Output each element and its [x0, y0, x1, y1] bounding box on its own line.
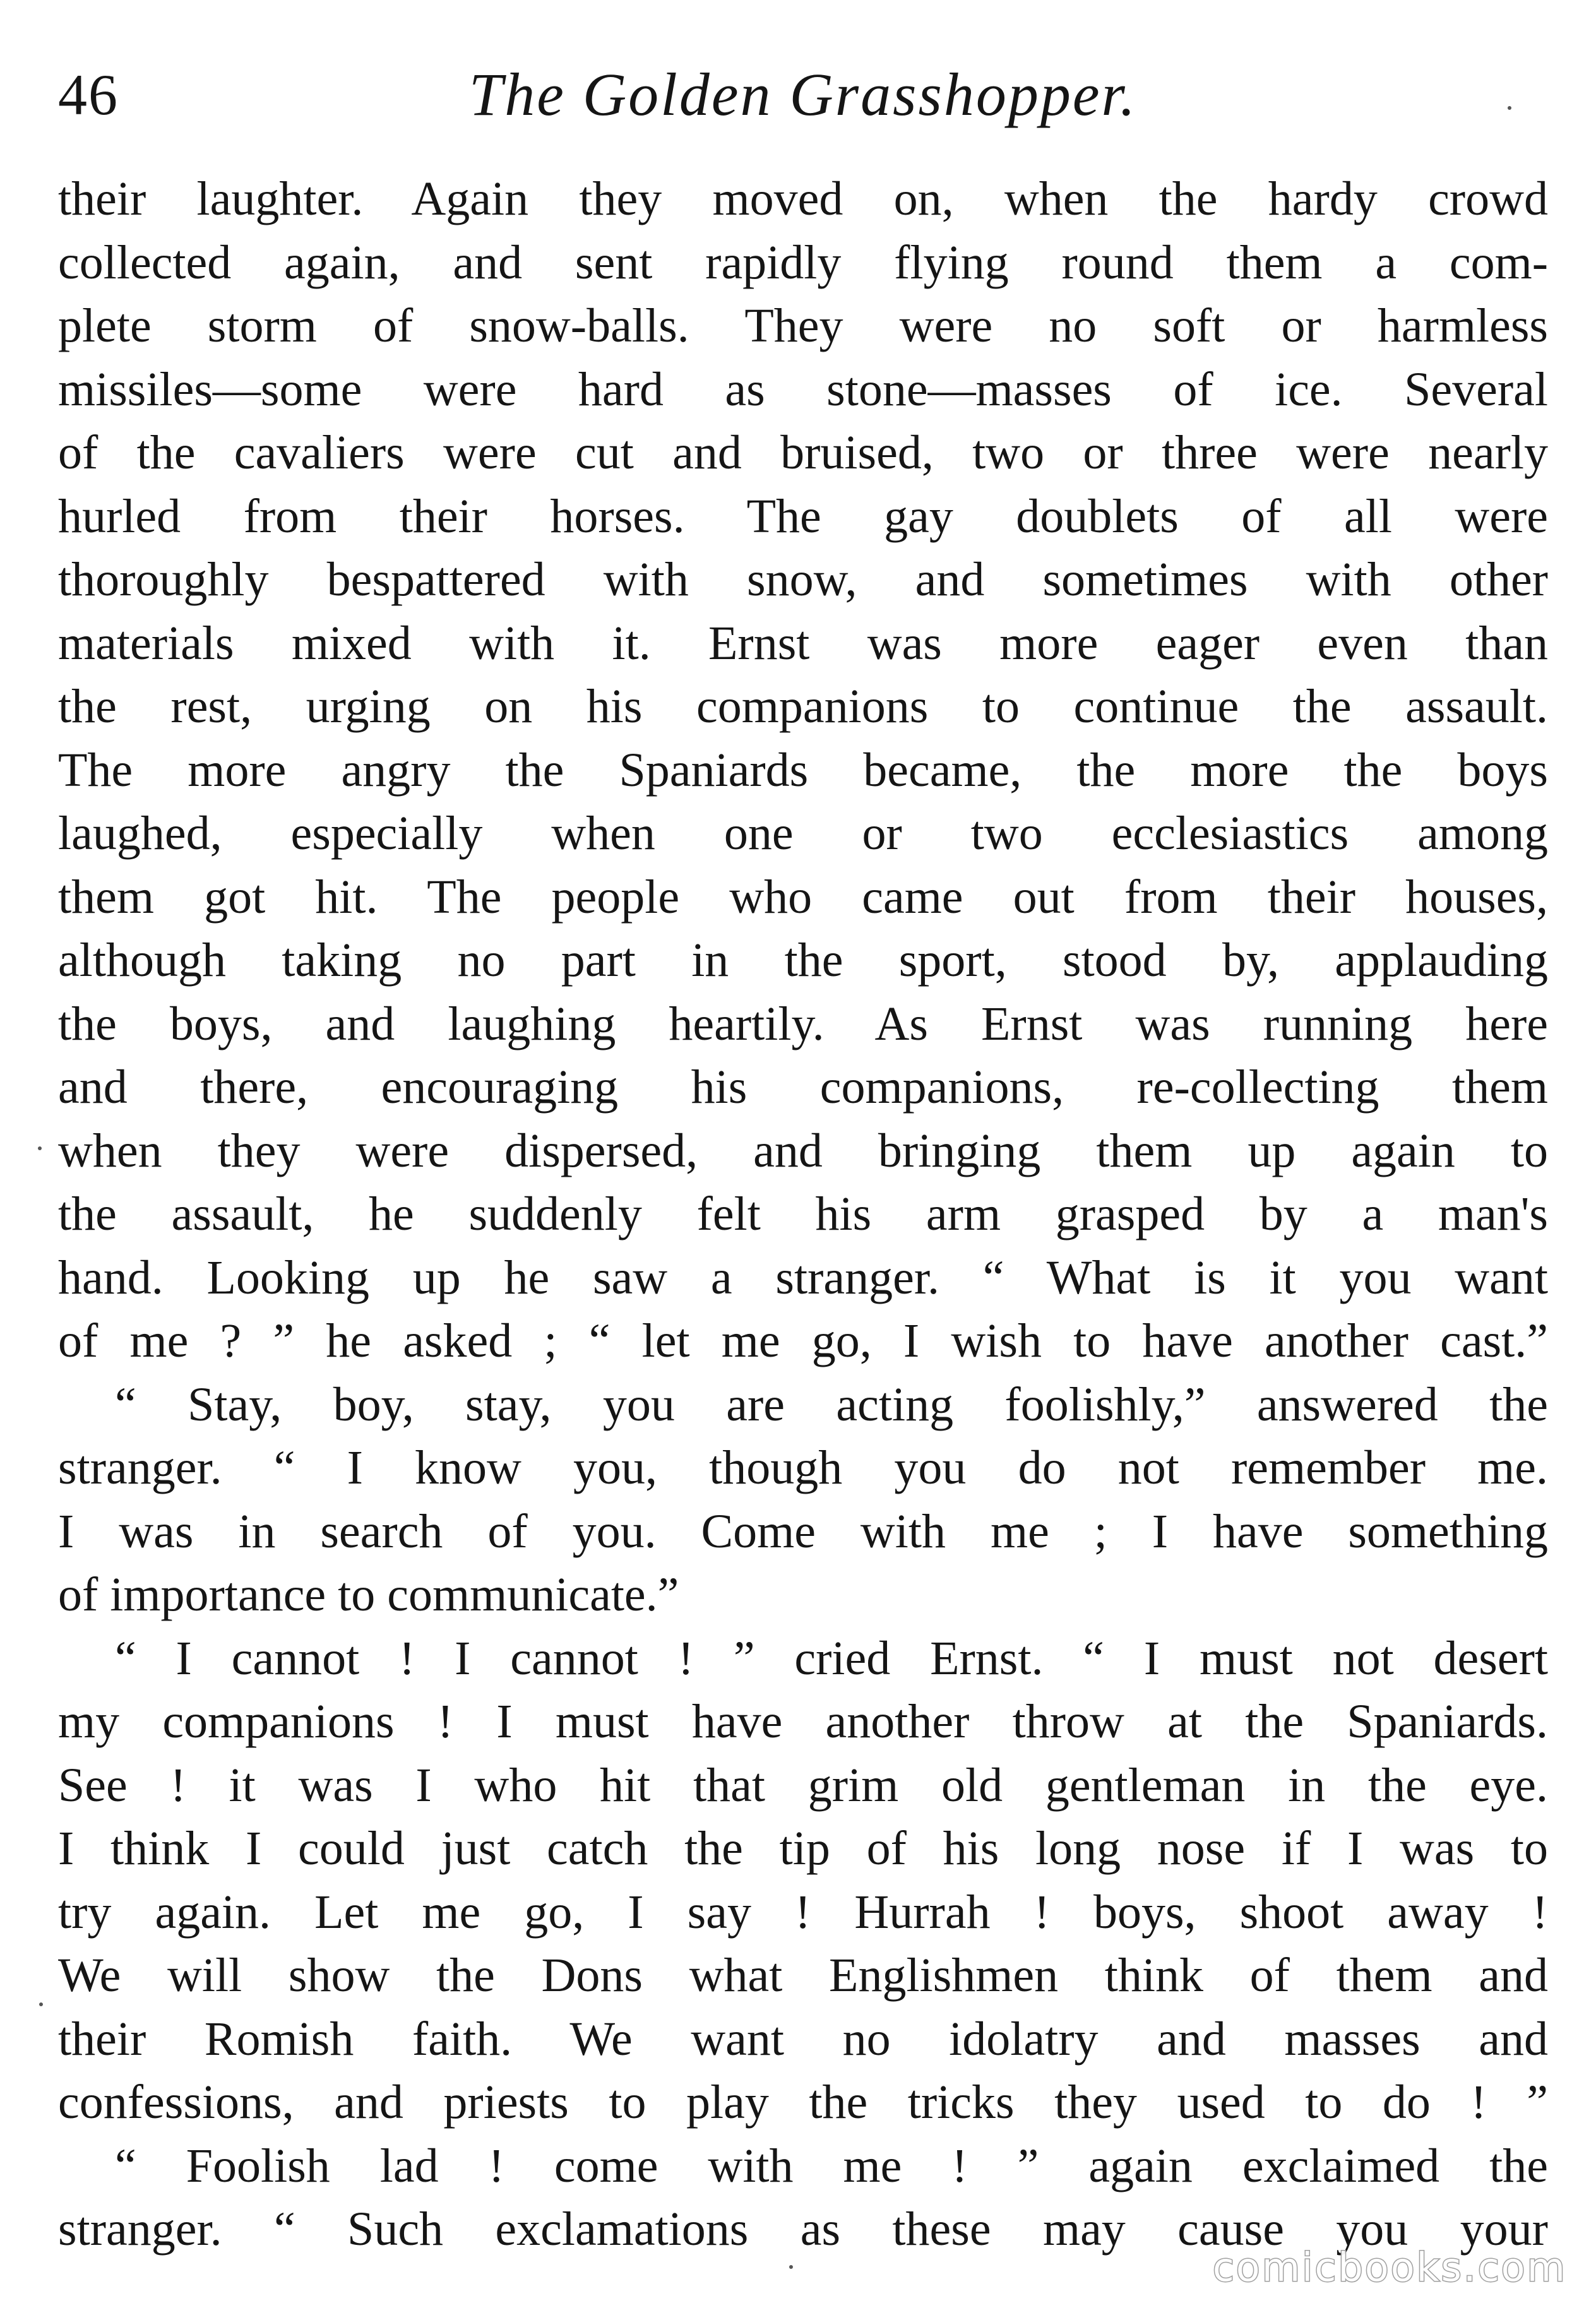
text-line: collected again, and sent rapidly flying round them a com-: [58, 235, 1548, 289]
text-line: laughed, especially when one or two ecclesiastics among: [58, 807, 1548, 860]
text-line: materials mixed with it. Ernst was more eager even than: [58, 616, 1548, 670]
print-speck: [38, 1146, 42, 1150]
text-line: We will show the Dons what Englishmen think of them and: [58, 1949, 1548, 2002]
text-line: their Romish faith. We want no idolatry and masses and: [58, 2012, 1548, 2066]
text-line: thoroughly bespattered with snow, and sometimes with other: [58, 553, 1548, 606]
text-line: “ Foolish lad ! come with me ! ” again exclaimed the: [115, 2139, 1548, 2192]
text-line: See ! it was I who hit that grim old gentleman in the eye.: [58, 1758, 1548, 1812]
watermark-logo: comicbooks.com: [1212, 2244, 1567, 2290]
print-speck: [1508, 106, 1511, 110]
text-line: try again. Let me go, I say ! Hurrah ! boys, shoot away !: [58, 1885, 1548, 1939]
print-speck: [789, 2265, 793, 2269]
text-line: I was in search of you. Come with me ; I have something: [58, 1504, 1548, 1558]
text-line: the boys, and laughing heartily. As Ernst was running here: [58, 997, 1548, 1050]
text-line: of the cavaliers were cut and bruised, two or three were nearly: [58, 426, 1548, 479]
text-line: “ I cannot ! I cannot ! ” cried Ernst. “ I must not desert: [115, 1631, 1548, 1685]
text-line: them got hit. The people who came out from their houses,: [58, 870, 1548, 924]
text-line: my companions ! I must have another throw at the Spaniards.: [58, 1695, 1548, 1748]
text-line: their laughter. Again they moved on, when the hardy crowd: [58, 172, 1548, 225]
text-line: when they were dispersed, and bringing them up again to: [58, 1124, 1548, 1177]
body-text: [58, 167, 1548, 2261]
page-number: 46: [58, 62, 119, 127]
text-line: The more angry the Spaniards became, the more the boys: [58, 743, 1548, 797]
text-line: the assault, he suddenly felt his arm grasped by a man's: [58, 1187, 1548, 1240]
text-line: of me ? ” he asked ; “ let me go, I wish to have another cast.”: [58, 1314, 1548, 1367]
running-title: The Golden Grasshopper.: [468, 61, 1138, 128]
text-line: confessions, and priests to play the tricks they used to do ! ”: [58, 2076, 1548, 2129]
text-line: although taking no part in the sport, stood by, applauding: [58, 934, 1548, 987]
text-line: hurled from their horses. The gay doublets of all were: [58, 489, 1548, 543]
print-speck: [39, 2002, 43, 2006]
text-line: hand. Looking up he saw a stranger. “ What is it you want: [58, 1251, 1548, 1304]
text-line: stranger. “ I know you, though you do not remember me.: [58, 1441, 1548, 1494]
text-line: I think I could just catch the tip of his long nose if I was to: [58, 1822, 1548, 1875]
text-line: missiles—some were hard as stone—masses of ice. Several: [58, 362, 1548, 416]
text-line: and there, encouraging his companions, re-collecting them: [58, 1061, 1548, 1114]
text-line: “ Stay, boy, stay, you are acting foolishly,” answered the: [115, 1377, 1548, 1431]
text-line: plete storm of snow-balls. They were no soft or harmless: [58, 299, 1548, 352]
text-line: the rest, urging on his companions to continue the assault.: [58, 680, 1548, 733]
page-header: [58, 51, 1548, 139]
text-line: stranger. “ Such exclamations as these may cause you your: [58, 2203, 1548, 2256]
text-line: of importance to communicate.”: [58, 1568, 679, 1621]
